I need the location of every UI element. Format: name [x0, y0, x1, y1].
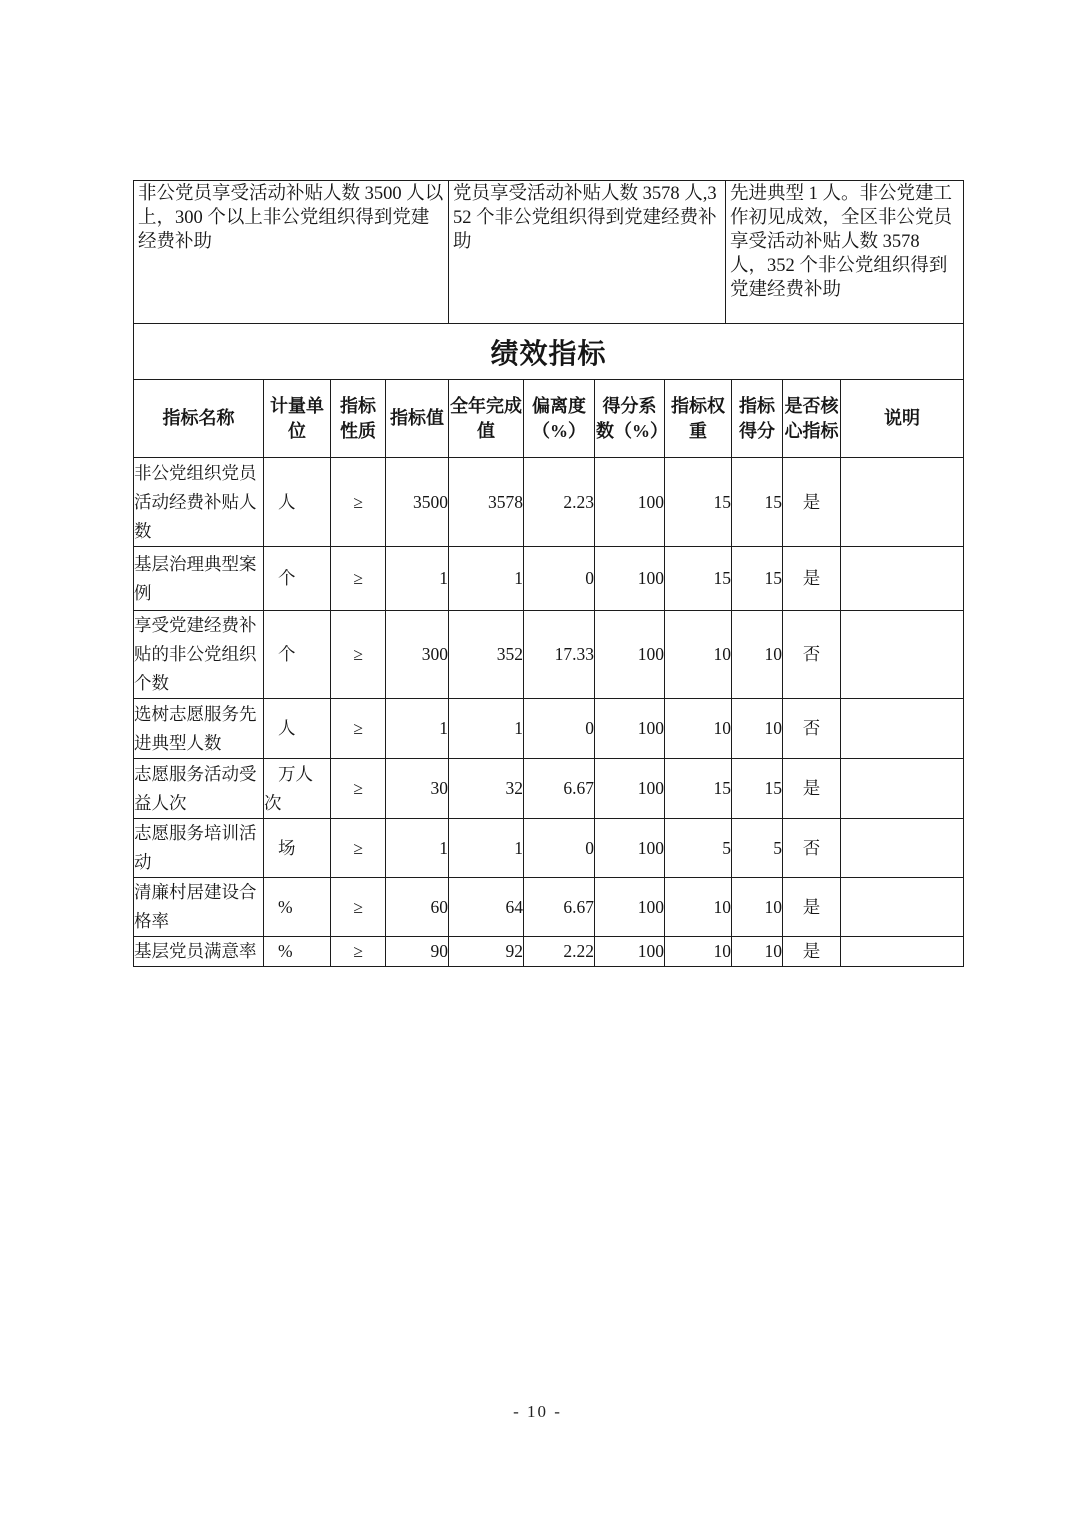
score-coefficient-cell: 100 [595, 937, 665, 967]
header-row [134, 380, 964, 458]
nature-cell: ≥ [331, 759, 386, 819]
indicator-name-cell: 志愿服务培训活动 [134, 819, 264, 878]
completed-value-cell: 1 [449, 819, 524, 878]
indicator-name-cell: 基层治理典型案例 [134, 547, 264, 611]
core-indicator-cell: 否 [783, 699, 841, 759]
score-cell: 15 [732, 547, 783, 611]
weight-cell: 10 [665, 611, 732, 699]
document-body [133, 180, 963, 967]
note-cell [841, 611, 964, 699]
indicator-row [134, 878, 964, 937]
score-coefficient-cell: 100 [595, 699, 665, 759]
indicator-row [134, 458, 964, 547]
carryover-completed-cell: 党员享受活动补贴人数 3578 人,352 个非公党组织得到党建经费补助 [449, 181, 726, 324]
weight-cell: 10 [665, 699, 732, 759]
score-coefficient-cell: 100 [595, 878, 665, 937]
note-cell [841, 819, 964, 878]
section-title-row [134, 324, 964, 380]
deviation-cell: 6.67 [524, 759, 595, 819]
carryover-row [134, 181, 964, 324]
header-core-indicator: 是否核心指标 [783, 380, 841, 458]
header-score-coefficient: 得分系数（%） [595, 380, 665, 458]
deviation-cell: 0 [524, 547, 595, 611]
unit-cell: 万人次 [264, 759, 331, 819]
completed-value-cell: 1 [449, 547, 524, 611]
indicator-name-cell: 清廉村居建设合格率 [134, 878, 264, 937]
completed-value-cell: 32 [449, 759, 524, 819]
completed-value-cell: 64 [449, 878, 524, 937]
page-number: - 10 - [513, 1402, 562, 1421]
indicator-name-cell: 志愿服务活动受益人次 [134, 759, 264, 819]
indicator-row [134, 759, 964, 819]
core-indicator-cell: 是 [783, 458, 841, 547]
weight-cell: 5 [665, 819, 732, 878]
score-cell: 10 [732, 699, 783, 759]
nature-cell: ≥ [331, 611, 386, 699]
header-indicator-name: 指标名称 [134, 380, 264, 458]
target-value-cell: 60 [386, 878, 449, 937]
deviation-cell: 0 [524, 819, 595, 878]
indicators-table-body [134, 458, 964, 967]
unit-cell: 个 [264, 611, 331, 699]
score-coefficient-cell: 100 [595, 819, 665, 878]
indicator-row [134, 819, 964, 878]
score-coefficient-cell: 100 [595, 547, 665, 611]
deviation-cell: 2.23 [524, 458, 595, 547]
weight-cell: 15 [665, 759, 732, 819]
unit-cell: % [264, 878, 331, 937]
weight-cell: 15 [665, 458, 732, 547]
core-indicator-cell: 是 [783, 547, 841, 611]
indicator-name-cell: 基层党员满意率 [134, 937, 264, 967]
core-indicator-cell: 是 [783, 759, 841, 819]
target-value-cell: 1 [386, 547, 449, 611]
header-weight: 指标权重 [665, 380, 732, 458]
carryover-summary-cell: 先进典型 1 人。非公党建工作初见成效，全区非公党员享受活动补贴人数 3578 人，352 个非公党组织得到党建经费补助 [726, 181, 964, 324]
indicators-table [133, 323, 964, 967]
completed-value-cell: 352 [449, 611, 524, 699]
header-deviation: 偏离度（%） [524, 380, 595, 458]
score-cell: 10 [732, 937, 783, 967]
nature-cell: ≥ [331, 458, 386, 547]
header-unit: 计量单位 [264, 380, 331, 458]
weight-cell: 10 [665, 937, 732, 967]
header-target-value: 指标值 [386, 380, 449, 458]
header-nature: 指标性质 [331, 380, 386, 458]
section-title: 绩效指标 [134, 324, 964, 380]
indicator-row [134, 547, 964, 611]
nature-cell: ≥ [331, 878, 386, 937]
score-coefficient-cell: 100 [595, 458, 665, 547]
score-cell: 10 [732, 611, 783, 699]
score-cell: 15 [732, 458, 783, 547]
completed-value-cell: 1 [449, 699, 524, 759]
completed-value-cell: 3578 [449, 458, 524, 547]
core-indicator-cell: 是 [783, 878, 841, 937]
note-cell [841, 699, 964, 759]
deviation-cell: 2.22 [524, 937, 595, 967]
target-value-cell: 1 [386, 819, 449, 878]
note-cell [841, 547, 964, 611]
deviation-cell: 0 [524, 699, 595, 759]
header-note: 说明 [841, 380, 964, 458]
score-coefficient-cell: 100 [595, 611, 665, 699]
core-indicator-cell: 是 [783, 937, 841, 967]
indicator-row [134, 937, 964, 967]
completed-value-cell: 92 [449, 937, 524, 967]
note-cell [841, 937, 964, 967]
core-indicator-cell: 否 [783, 611, 841, 699]
unit-cell: 场 [264, 819, 331, 878]
nature-cell: ≥ [331, 547, 386, 611]
note-cell [841, 759, 964, 819]
carryover-table [133, 180, 964, 324]
target-value-cell: 3500 [386, 458, 449, 547]
unit-cell: % [264, 937, 331, 967]
indicator-name-cell: 非公党组织党员活动经费补贴人数 [134, 458, 264, 547]
deviation-cell: 6.67 [524, 878, 595, 937]
target-value-cell: 300 [386, 611, 449, 699]
indicator-name-cell: 选树志愿服务先进典型人数 [134, 699, 264, 759]
nature-cell: ≥ [331, 937, 386, 967]
unit-cell: 人 [264, 699, 331, 759]
score-cell: 5 [732, 819, 783, 878]
nature-cell: ≥ [331, 699, 386, 759]
target-value-cell: 1 [386, 699, 449, 759]
unit-cell: 个 [264, 547, 331, 611]
core-indicator-cell: 否 [783, 819, 841, 878]
indicator-row [134, 699, 964, 759]
unit-cell: 人 [264, 458, 331, 547]
score-cell: 10 [732, 878, 783, 937]
weight-cell: 10 [665, 878, 732, 937]
note-cell [841, 458, 964, 547]
target-value-cell: 90 [386, 937, 449, 967]
nature-cell: ≥ [331, 819, 386, 878]
weight-cell: 15 [665, 547, 732, 611]
header-completed-value: 全年完成值 [449, 380, 524, 458]
carryover-target-cell: 非公党员享受活动补贴人数 3500 人以上，300 个以上非公党组织得到党建经费补助 [134, 181, 449, 324]
deviation-cell: 17.33 [524, 611, 595, 699]
score-cell: 15 [732, 759, 783, 819]
indicator-row [134, 611, 964, 699]
indicator-name-cell: 享受党建经费补贴的非公党组织个数 [134, 611, 264, 699]
header-score: 指标得分 [732, 380, 783, 458]
target-value-cell: 30 [386, 759, 449, 819]
score-coefficient-cell: 100 [595, 759, 665, 819]
note-cell [841, 878, 964, 937]
